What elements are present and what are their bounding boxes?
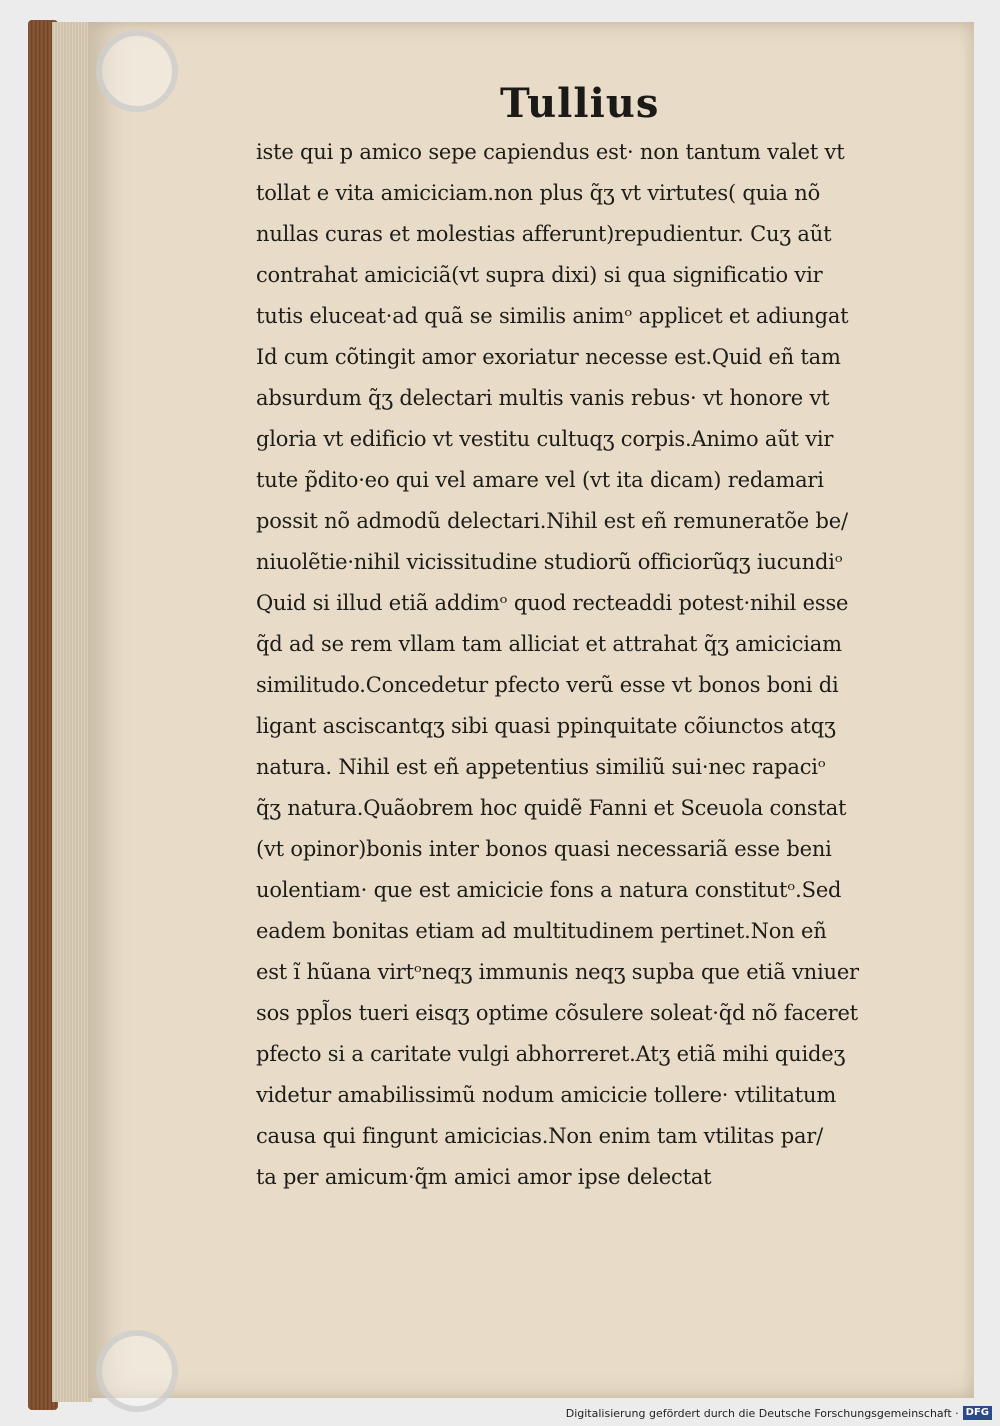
text-line: ligant asciscantqʒ sibi quasi ppinquitate cõiunctos atqʒ <box>256 714 836 738</box>
page-clip-bottom <box>96 1330 178 1412</box>
dfg-logo: DFG <box>963 1406 992 1420</box>
text-block <box>256 132 896 1198</box>
text-line: gloria vt edificio vt vestitu cultuqʒ corpis.Animo aũt vir <box>256 427 834 451</box>
text-line: niuolẽtie·nihil vicissitudine studiorũ officiorũqʒ iucundiᵒ <box>256 550 843 574</box>
footer-credit-text: Digitalisierung gefördert durch die Deutsche Forschungsgemeinschaft · <box>565 1406 959 1420</box>
text-line: q̃ʒ natura.Quãobrem hoc quidẽ Fanni et Sceuola constat <box>256 796 847 820</box>
text-line: causa qui fingunt amicicias.Non enim tam vtilitas par/ <box>256 1124 823 1148</box>
text-line: absurdum q̃ʒ delectari multis vanis rebus· vt honore vt <box>256 386 830 410</box>
text-line: nullas curas et molestias afferunt)repudientur. Cuʒ aũt <box>256 222 832 246</box>
text-line: tute p̃dito·eo qui vel amare vel (vt ita dicam) redamari <box>256 468 824 492</box>
text-line: sos ppl̃os tueri eisqʒ optime cõsulere soleat·q̃d nõ faceret <box>256 1001 858 1025</box>
text-line: Quid si illud etiã addimᵒ quod recteaddi potest·nihil esse <box>256 591 849 615</box>
running-title: Tullius <box>500 80 660 127</box>
page-clip-top <box>96 30 178 112</box>
text-line: (vt opinor)bonis inter bonos quasi necessariã esse beni <box>256 837 832 861</box>
text-line: possit nõ admodũ delectari.Nihil est eñ remuneratõe be/ <box>256 509 848 533</box>
text-line: contrahat amiciciã(vt supra dixi) si qua significatio vir <box>256 263 823 287</box>
text-line: pfecto si a caritate vulgi abhorreret.Atʒ etiã mihi quideʒ <box>256 1042 846 1066</box>
page-stack-edges <box>52 22 92 1402</box>
text-line: q̃d ad se rem vllam tam alliciat et attrahat q̃ʒ amiciciam <box>256 632 842 656</box>
text-line: natura. Nihil est eñ appetentius similiũ sui·nec rapaciᵒ <box>256 755 826 779</box>
text-line: est ĩ hũana virtᵒneqʒ immunis neqʒ supba que etiã vniuer <box>256 960 859 984</box>
footer-credit <box>566 1404 992 1422</box>
text-line: similitudo.Concedetur pfecto verũ esse vt bonos boni di <box>256 673 839 697</box>
text-line: iste qui p amico sepe capiendus est· non tantum valet vt <box>256 140 845 164</box>
text-line: tollat e vita amiciciam.non plus q̃ʒ vt virtutes( quia nõ <box>256 181 821 205</box>
text-line: Id cum cõtingit amor exoriatur necesse est.Quid eñ tam <box>256 345 841 369</box>
text-line: tutis eluceat·ad quã se similis animᵒ applicet et adiungat <box>256 304 849 328</box>
text-line: ta per amicum·q̃m amici amor ipse delectat <box>256 1165 712 1189</box>
text-line: eadem bonitas etiam ad multitudinem pertinet.Non eñ <box>256 919 827 943</box>
text-line: videtur amabilissimũ nodum amicicie tollere· vtilitatum <box>256 1083 837 1107</box>
text-line: uolentiam· que est amicicie fons a natura constitutᵒ.Sed <box>256 878 842 902</box>
